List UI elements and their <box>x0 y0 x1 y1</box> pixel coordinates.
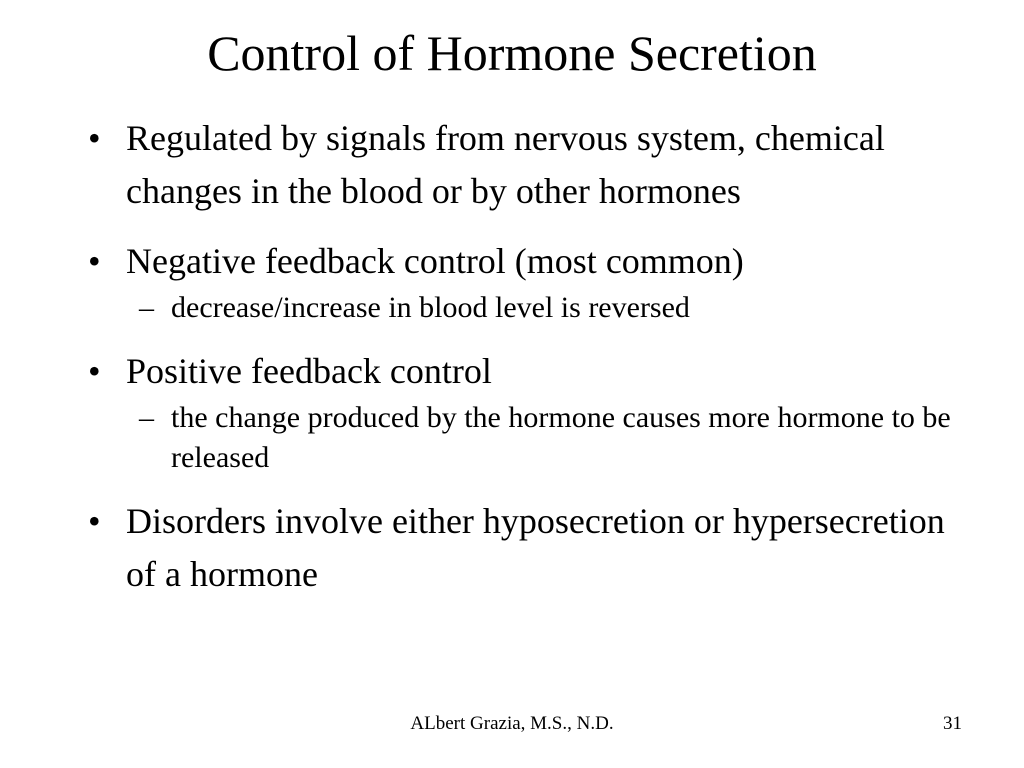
page-number: 31 <box>943 713 962 734</box>
dash-marker: – <box>139 401 154 434</box>
bullet-marker: • <box>88 501 101 541</box>
footer-author: ALbert Grazia, M.S., N.D. <box>410 713 614 734</box>
bullet-marker: • <box>88 241 101 281</box>
bullet-list <box>84 112 964 618</box>
dash-marker: – <box>139 291 154 324</box>
bullet-item <box>84 112 964 218</box>
sub-bullet-list <box>126 288 964 328</box>
slide-title: Control of Hormone Secretion <box>207 25 817 81</box>
bullet-item <box>84 235 964 328</box>
sub-bullet-item <box>126 288 964 328</box>
bullet-text: Negative feedback control (most common) <box>126 241 744 281</box>
bullet-item <box>84 345 964 478</box>
bullet-text: Regulated by signals from nervous system, chemical changes in the blood or by other hormones <box>126 118 885 211</box>
bullet-text: Positive feedback control <box>126 351 492 391</box>
sub-bullet-text: the change produced by the hormone causes more hormone to be released <box>171 401 951 474</box>
bullet-text: Disorders involve either hyposecretion or hypersecretion of a hormone <box>126 501 945 594</box>
sub-bullet-item <box>126 398 964 478</box>
sub-bullet-text: decrease/increase in blood level is reversed <box>171 291 690 324</box>
sub-bullet-list <box>126 398 964 478</box>
bullet-marker: • <box>88 351 101 391</box>
bullet-marker: • <box>88 118 101 158</box>
bullet-item <box>84 495 964 601</box>
